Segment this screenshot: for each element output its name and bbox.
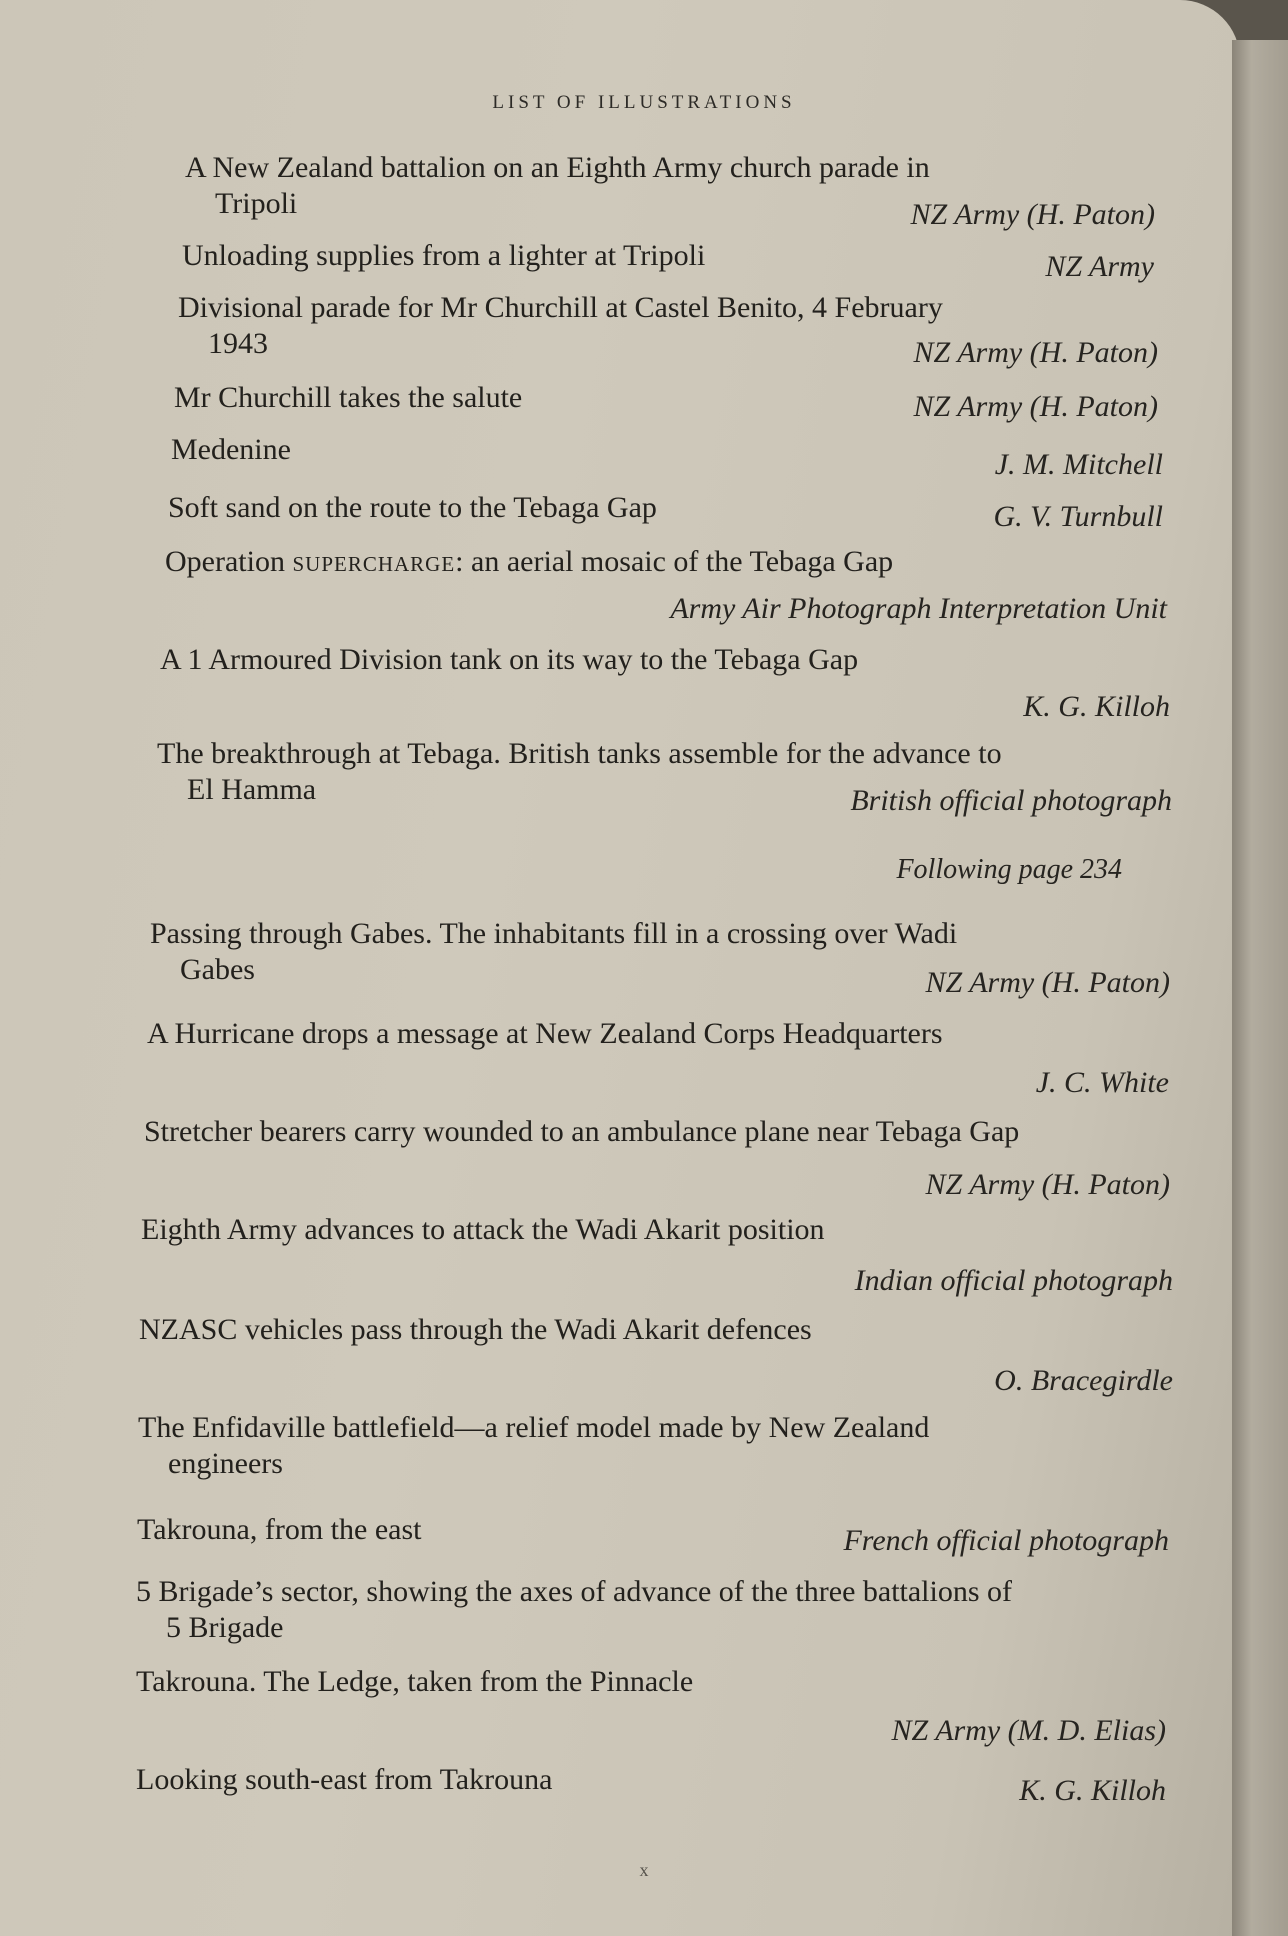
credit: NZ Army (1045, 250, 1154, 283)
caption: Eighth Army advances to attack the Wadi Akarit position (141, 1213, 825, 1246)
caption: Takrouna. The Ledge, taken from the Pinnacle (136, 1665, 694, 1698)
credit: NZ Army (H. Paton) (913, 336, 1158, 369)
credit: G. V. Turnbull (993, 500, 1163, 533)
list-item (141, 1212, 1173, 1297)
caption: Unloading supplies from a lighter at Tripoli (182, 239, 706, 272)
caption: Mr Churchill takes the salute (174, 381, 523, 414)
credit: NZ Army (H. Paton) (910, 198, 1155, 231)
list-item (137, 1512, 1169, 1557)
list-item (168, 490, 1163, 533)
list-item (139, 1312, 1173, 1397)
caption (165, 544, 1025, 580)
caption: Soft sand on the route to the Tebaga Gap (168, 491, 657, 524)
credit: O. Bracegirdle (994, 1364, 1173, 1397)
caption: Looking south-east from Takrouna (136, 1763, 553, 1796)
credit: Indian official photograph (854, 1264, 1173, 1297)
list-item (147, 1016, 1169, 1099)
operation-name: supercharge (292, 545, 456, 578)
list-item (178, 290, 1158, 369)
caption: 5 Brigade’s sector, showing the axes of advance of the three battalions of 5 Brigade (136, 1575, 1013, 1644)
list-item (160, 642, 1170, 723)
caption: A New Zealand battalion on an Eighth Army church parade in Tripoli (185, 151, 930, 220)
list-item (157, 736, 1172, 817)
list-item (136, 1574, 1016, 1646)
credit: NZ Army (H. Paton) (913, 390, 1158, 423)
credit: French official photograph (843, 1524, 1169, 1557)
list-item (182, 238, 1154, 283)
credit: K. G. Killoh (1023, 690, 1170, 723)
credit: NZ Army (M. D. Elias) (891, 1714, 1166, 1747)
list-item (174, 380, 1158, 423)
page-number: x (639, 1860, 649, 1880)
caption: Takrouna, from the east (137, 1513, 422, 1546)
credit: K. G. Killoh (1019, 1774, 1166, 1807)
caption: A Hurricane drops a message at New Zealand Corps Headquarters (147, 1017, 943, 1050)
list-item (150, 916, 1170, 999)
credit: NZ Army (H. Paton) (925, 966, 1170, 999)
credit: Army Air Photograph Interpretation Unit (670, 592, 1167, 625)
list-item (185, 150, 1155, 231)
credit: J. C. White (1035, 1066, 1169, 1099)
caption: Medenine (171, 433, 291, 466)
credit: NZ Army (H. Paton) (925, 1168, 1170, 1201)
caption: NZASC vehicles pass through the Wadi Akarit defences (139, 1313, 812, 1346)
caption: Divisional parade for Mr Churchill at Castel Benito, 4 February 1943 (178, 291, 943, 360)
caption-prefix: Operation (165, 545, 293, 578)
caption: Stretcher bearers carry wounded to an ambulance plane near Tebaga Gap (144, 1115, 1020, 1148)
caption: A 1 Armoured Division tank on its way to the Tebaga Gap (160, 643, 859, 676)
caption: The breakthrough at Tebaga. British tanks assemble for the advance to El Hamma (157, 737, 1002, 806)
caption: Passing through Gabes. The inhabitants fill in a crossing over Wadi Gabes (150, 917, 958, 986)
list-item (138, 1410, 1018, 1482)
credit: British official photograph (850, 784, 1172, 817)
caption-suffix: : an aerial mosaic of the Tebaga Gap (455, 545, 894, 578)
list-item (144, 1114, 1170, 1201)
caption: The Enfidaville battlefield—a relief model made by New Zealand engineers (138, 1411, 930, 1480)
running-head: LIST OF ILLUSTRATIONS (492, 92, 796, 113)
list-item (165, 544, 1167, 625)
list-item (171, 432, 1163, 481)
page-edge (1232, 40, 1288, 1936)
list-item (136, 1664, 1166, 1747)
credit: J. M. Mitchell (994, 448, 1163, 481)
list-item (136, 1762, 1166, 1807)
section-note: Following page 234 (896, 854, 1122, 885)
